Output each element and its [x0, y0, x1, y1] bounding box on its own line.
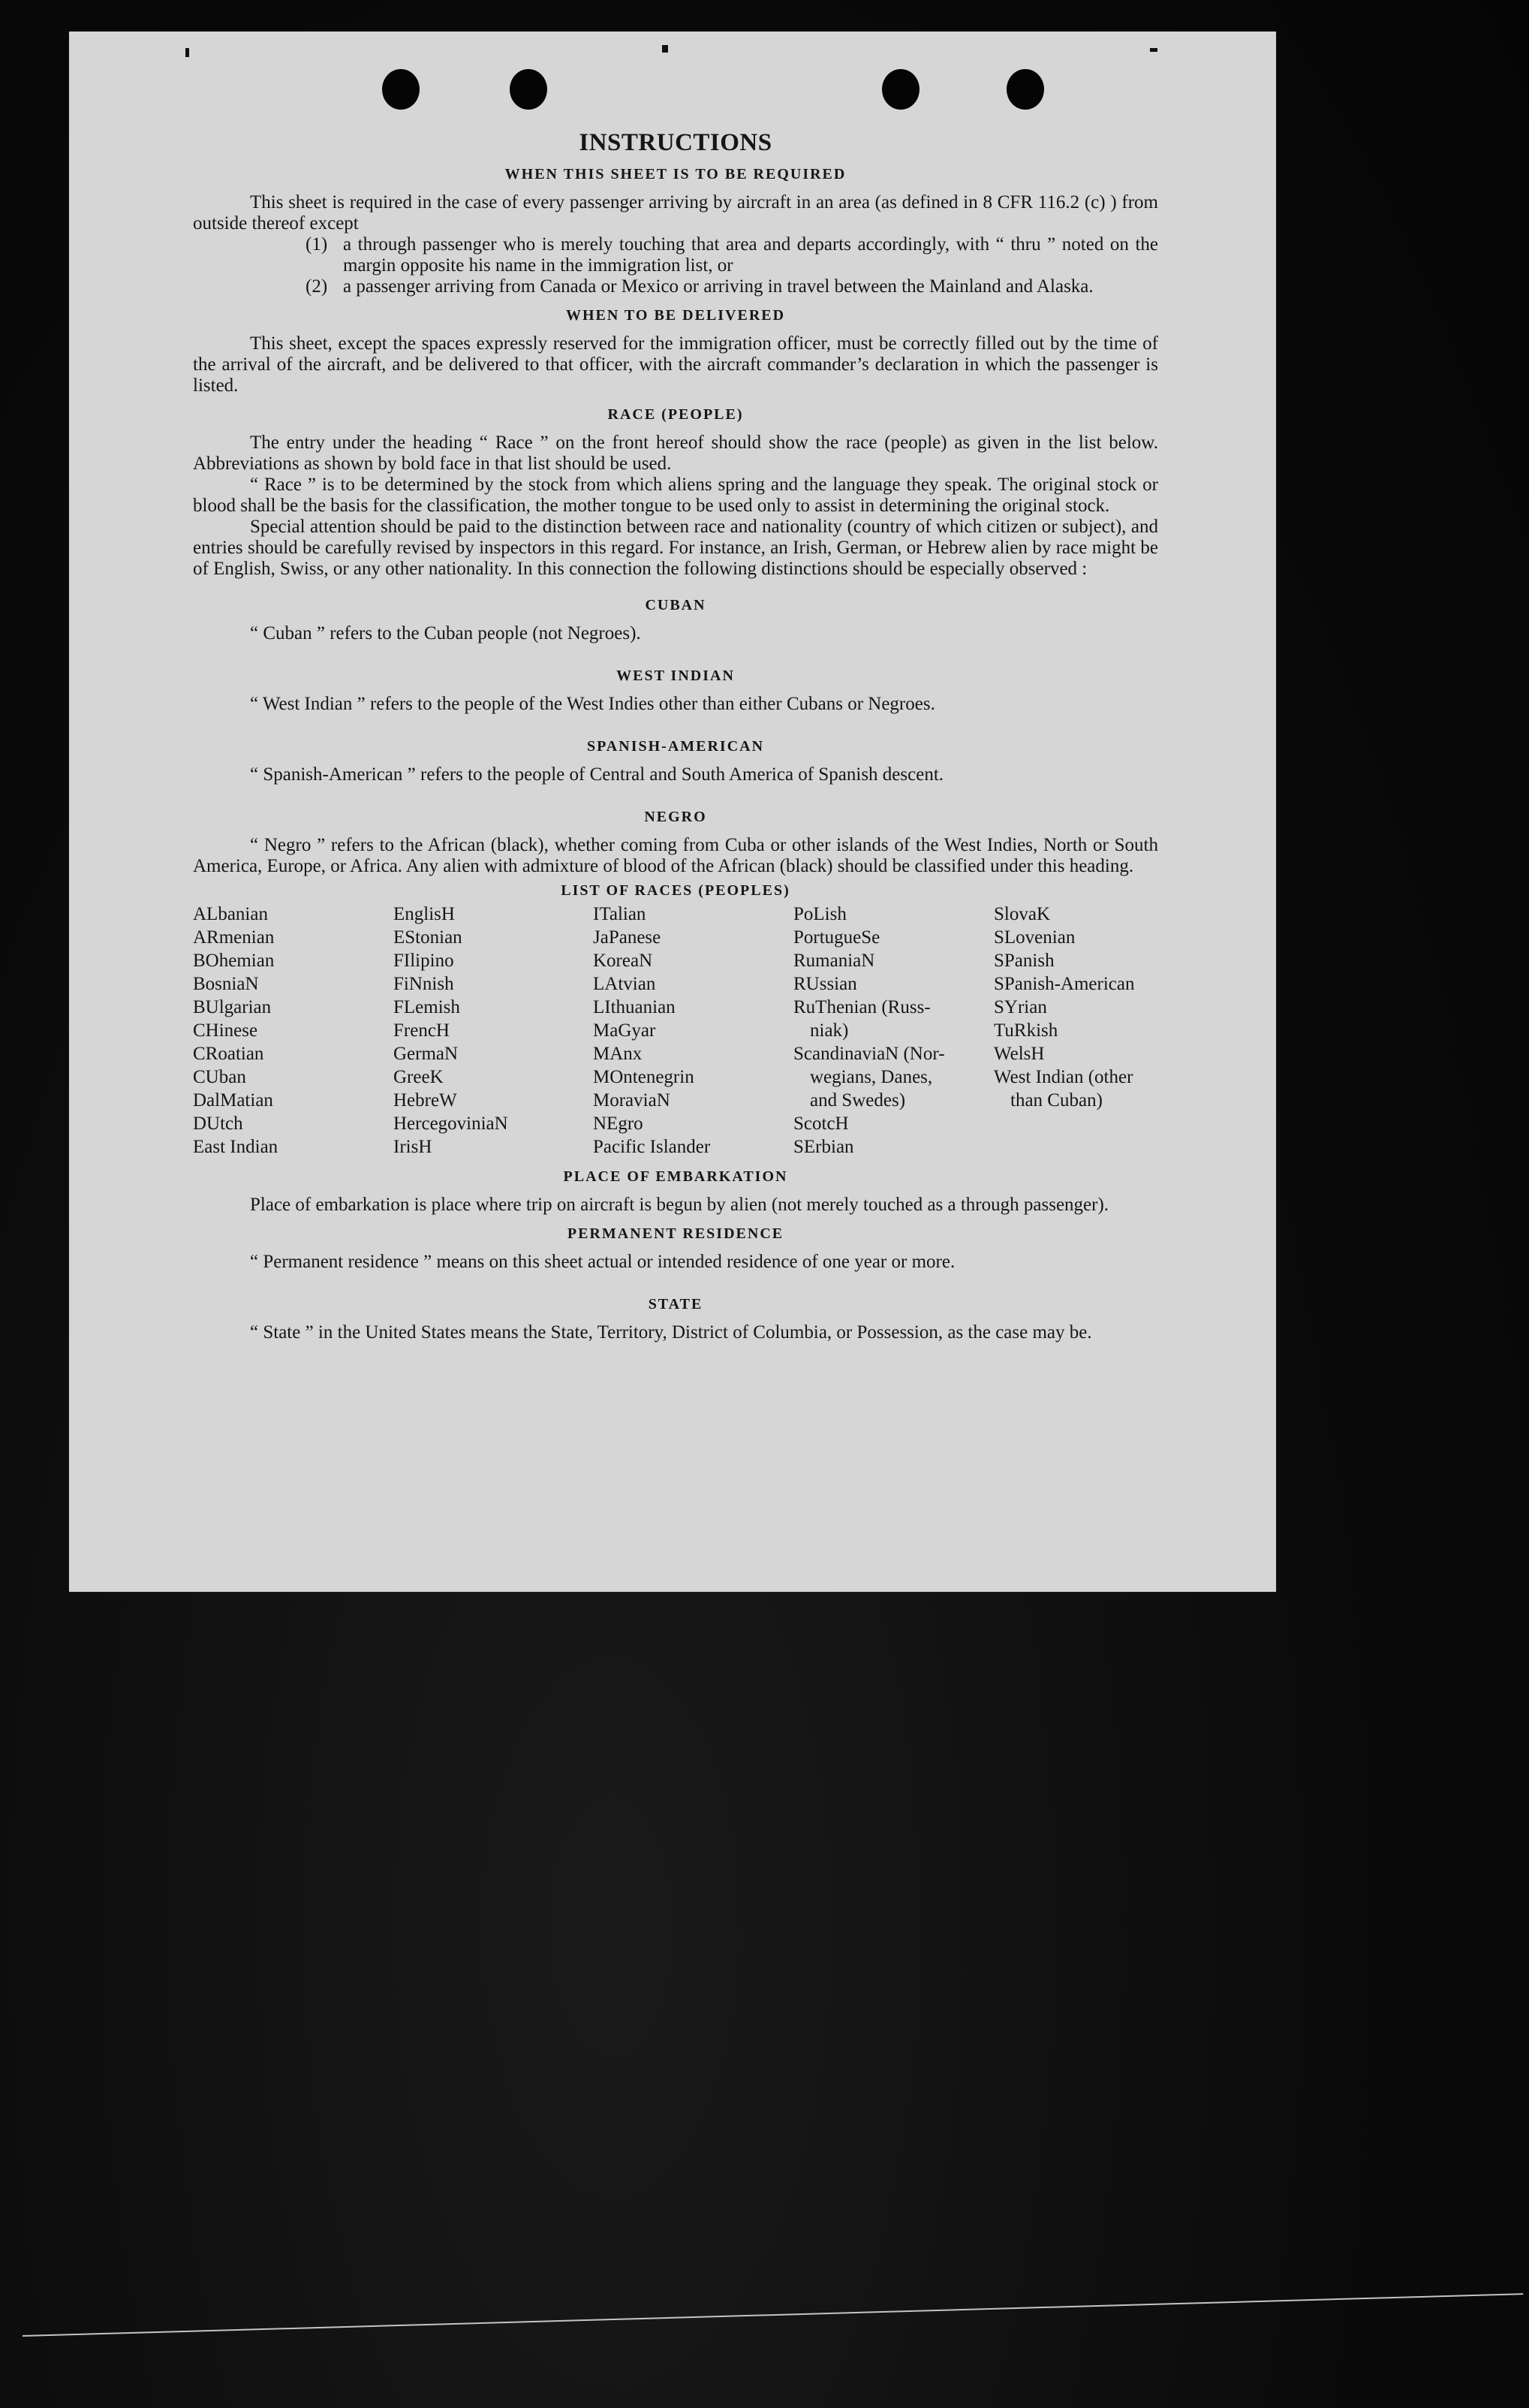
race-entry: FrencH	[393, 1020, 450, 1041]
punch-hole	[1007, 69, 1044, 110]
negro-text: “ Negro ” refers to the African (black), whether coming from Cuba or other islands of the West Indies, North or South America, Europe, or Africa. Any alien with admixture of blood of the African (black) should be classified under this heading.	[193, 835, 1158, 876]
race-column-2	[393, 903, 593, 1159]
race-entry: KoreaN	[593, 951, 653, 971]
race-entry: CHinese	[193, 1020, 258, 1041]
west-indian-text: “ West Indian ” refers to the people of the West Indies other than either Cubans or Negroes.	[250, 694, 935, 714]
delivered-text: This sheet, except the spaces expressly reserved for the immigration officer, must be correctly filled out by the time of the arrival of the aircraft, and be delivered to that officer, with the aircraft commander’s declaration in which the passenger is listed.	[193, 333, 1158, 396]
race-entry: SPanish	[994, 951, 1055, 971]
race-entry: MoraviaN	[593, 1090, 670, 1111]
punch-hole	[382, 69, 420, 110]
race-entry: Pacific Islander	[593, 1137, 711, 1157]
race-entry: MAnx	[593, 1044, 643, 1064]
race-entry: TuRkish	[994, 1020, 1058, 1041]
race-entry: MaGyar	[593, 1020, 656, 1041]
residence-text: “ Permanent residence ” means on this sheet actual or intended residence of one year or more.	[250, 1252, 956, 1272]
race-paragraph: “ Race ” is to be determined by the stock from which aliens spring and the language they speak. The original stock or blood shall be the basis for the classification, the mother tongue to be used only to assist in determining the original stock.	[193, 475, 1158, 516]
race-entry: RUssian	[793, 974, 857, 994]
race-entry: BUlgarian	[193, 997, 272, 1017]
scan-speck	[662, 45, 668, 53]
race-entry: LIthuanian	[593, 997, 676, 1017]
item-number: (2)	[305, 276, 328, 297]
heading-spanish-american: SPANISH-AMERICAN	[586, 738, 765, 755]
race-entry: LAtvian	[593, 974, 656, 994]
heading-embarkation: PLACE OF EMBARKATION	[563, 1168, 788, 1185]
race-entry: ScandinaviaN (Nor-	[793, 1044, 945, 1064]
race-entry: ITalian	[593, 904, 646, 924]
embarkation-text: Place of embarkation is place where trip on aircraft is begun by alien (not merely touched as a through passenger).	[250, 1195, 1109, 1215]
heading-required: WHEN THIS SHEET IS TO BE REQUIRED	[504, 166, 847, 182]
race-entry: FLemish	[393, 997, 460, 1017]
heading-delivered: WHEN TO BE DELIVERED	[565, 307, 786, 324]
state-text: “ State ” in the United States means the State, Territory, District of Columbia, or Possession, as the case may be.	[250, 1322, 1092, 1343]
race-column-4	[793, 903, 994, 1159]
heading-negro: NEGRO	[644, 809, 707, 825]
race-entry: HebreW	[393, 1090, 457, 1111]
page-title: INSTRUCTIONS	[579, 129, 772, 156]
race-column-5	[994, 903, 1158, 1159]
heading-cuban: CUBAN	[645, 597, 706, 613]
heading-west-indian: WEST INDIAN	[616, 668, 735, 684]
race-paragraph: Special attention should be paid to the distinction between race and nationality (country of which citizen or subject), and entries should be carefully revised by inspectors in this regard. For instance, an Irish, German, or Hebrew alien by race might be of English, Swiss, or any other nationality. In this connection the following distinctions should be especially observed :	[193, 517, 1158, 579]
race-entry: West Indian (other	[994, 1067, 1133, 1087]
heading-race: RACE (PEOPLE)	[607, 406, 744, 423]
race-entry: EStonian	[393, 927, 462, 948]
race-entry: GreeK	[393, 1067, 444, 1087]
race-column-3	[593, 903, 793, 1159]
race-entry: GermaN	[393, 1044, 459, 1064]
item-text: a passenger arriving from Canada or Mexico or arriving in travel between the Mainland and Alaska.	[343, 276, 1094, 297]
race-entry: BosniaN	[193, 974, 259, 994]
race-entry: NEgro	[593, 1114, 643, 1134]
required-intro: This sheet is required in the case of every passenger arriving by aircraft in an area (as defined in 8 CFR 116.2 (c) ) from outside thereof except	[193, 192, 1158, 234]
race-list	[193, 903, 1158, 1159]
race-entry: PortugueSe	[793, 927, 880, 948]
race-entry-continuation: than Cuban)	[1010, 1090, 1103, 1111]
heading-list-of-races: LIST OF RACES (PEOPLES)	[561, 882, 790, 899]
race-entry: FiNnish	[393, 974, 454, 994]
race-entry: ScotcH	[793, 1114, 849, 1134]
race-entry: RumaniaN	[793, 951, 875, 971]
race-entry: HercegoviniaN	[393, 1114, 508, 1134]
race-entry: DUtch	[193, 1114, 243, 1134]
scan-speck	[1150, 48, 1157, 52]
race-paragraph: The entry under the heading “ Race ” on the front hereof should show the race (people) as given in the list below. Abbreviations as shown by bold face in that list should be used.	[193, 432, 1158, 474]
item-number: (1)	[305, 234, 328, 255]
race-entry: EnglisH	[393, 904, 455, 924]
race-entry: ARmenian	[193, 927, 275, 948]
race-entry-continuation: and Swedes)	[810, 1090, 906, 1111]
race-entry: WelsH	[994, 1044, 1045, 1064]
exception-item-1	[305, 234, 1158, 276]
race-entry: SYrian	[994, 997, 1047, 1017]
race-entry: CUban	[193, 1067, 246, 1087]
punch-hole	[510, 69, 547, 110]
race-entry: CRoatian	[193, 1044, 264, 1064]
instructions-content	[193, 128, 1158, 1343]
race-entry: JaPanese	[593, 927, 661, 948]
race-entry: PoLish	[793, 904, 847, 924]
spanish-american-text: “ Spanish-American ” refers to the people of Central and South America of Spanish descent.	[250, 764, 944, 785]
heading-residence: PERMANENT RESIDENCE	[567, 1225, 784, 1242]
race-entry: FIlipino	[393, 951, 454, 971]
race-entry: BOhemian	[193, 951, 275, 971]
document-page	[69, 32, 1276, 1592]
race-column-1	[193, 903, 393, 1159]
heading-state: STATE	[648, 1296, 703, 1312]
race-entry: ALbanian	[193, 904, 268, 924]
race-entry: SPanish-American	[994, 974, 1135, 994]
race-entry-continuation: wegians, Danes,	[810, 1067, 933, 1087]
race-entry: SErbian	[793, 1137, 854, 1157]
cuban-text: “ Cuban ” refers to the Cuban people (not Negroes).	[250, 623, 641, 643]
race-entry: MOntenegrin	[593, 1067, 694, 1087]
scan-speck	[185, 48, 189, 57]
race-entry: RuThenian (Russ-	[793, 997, 931, 1017]
punch-hole	[882, 69, 920, 110]
race-entry-continuation: niak)	[810, 1020, 849, 1041]
race-entry: DalMatian	[193, 1090, 273, 1111]
race-entry: SlovaK	[994, 904, 1050, 924]
race-entry: IrisH	[393, 1137, 432, 1157]
exception-item-2	[305, 276, 1158, 297]
item-text: a through passenger who is merely touching that area and departs accordingly, with “ thru ” noted on the margin opposite his name in the immigration list, or	[343, 234, 1158, 276]
race-entry: SLovenian	[994, 927, 1076, 948]
race-entry: East Indian	[193, 1137, 278, 1157]
